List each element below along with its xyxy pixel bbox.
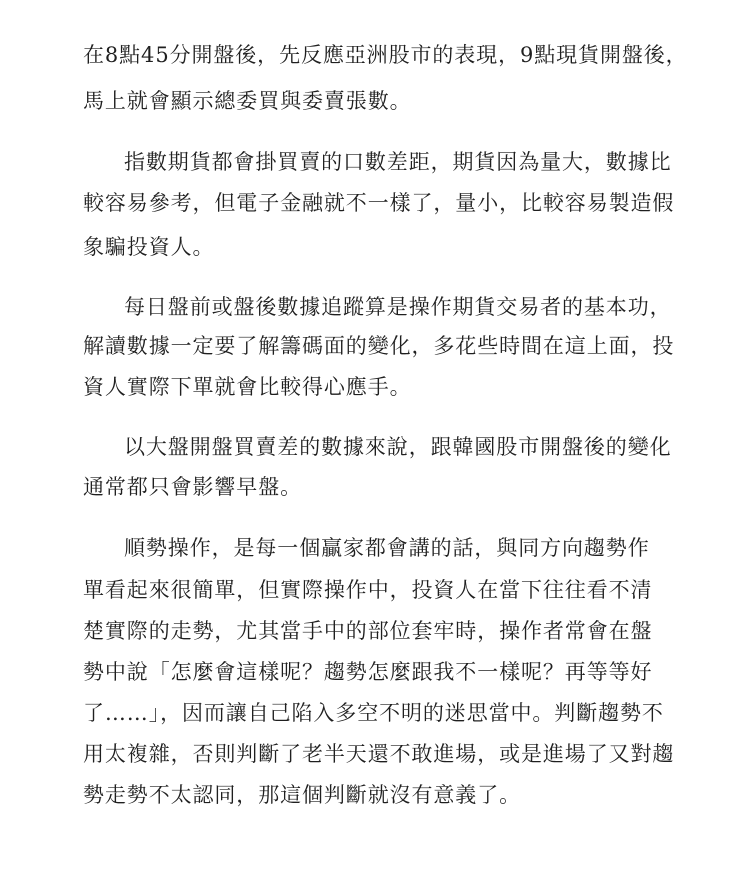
text-line: 解讀數據一定要了解籌碼面的變化，多花些時間在這上面，投 (83, 334, 675, 358)
text-line: 楚實際的走勢，尤其當手中的部位套牢時，操作者常會在盤 (83, 619, 653, 643)
text-line: 較容易參考，但電子金融就不一樣了，量小，比較容易製造假 (83, 191, 675, 215)
text-line: 在8點45分開盤後，先反應亞洲股市的表現，9點現貨開盤後， (83, 43, 688, 67)
text-line: 每日盤前或盤後數據追蹤算是操作期貨交易者的基本功， (124, 295, 672, 319)
text-line: 勢中說「怎麼會這樣呢？趨勢怎麼跟我不一樣呢？再等等好 (83, 660, 653, 684)
text-line: 馬上就會顯示總委買與委賣張數。 (83, 89, 412, 113)
text-line: 單看起來很簡單，但實際操作中，投資人在當下往往看不清 (83, 578, 653, 602)
text-line: 順勢操作，是每一個贏家都會講的話，與同方向趨勢作 (124, 536, 650, 560)
text-line: 象騙投資人。 (83, 235, 215, 259)
text-line: 勢走勢不太認同，那這個判斷就沒有意義了。 (83, 783, 521, 807)
text-line: 以大盤開盤買賣差的數據來說，跟韓國股市開盤後的變化 (124, 435, 672, 459)
text-line: 了……」，因而讓自己陷入多空不明的迷思當中。判斷趨勢不 (83, 701, 664, 725)
text-line: 指數期貨都會掛買賣的口數差距，期貨因為量大，數據比 (124, 150, 672, 174)
text-line: 用太複雜，否則判斷了老半天還不敢進場，或是進場了又對趨 (83, 742, 675, 766)
text-line: 資人實際下單就會比較得心應手。 (83, 375, 412, 399)
text-line: 通常都只會影響早盤。 (83, 475, 302, 499)
